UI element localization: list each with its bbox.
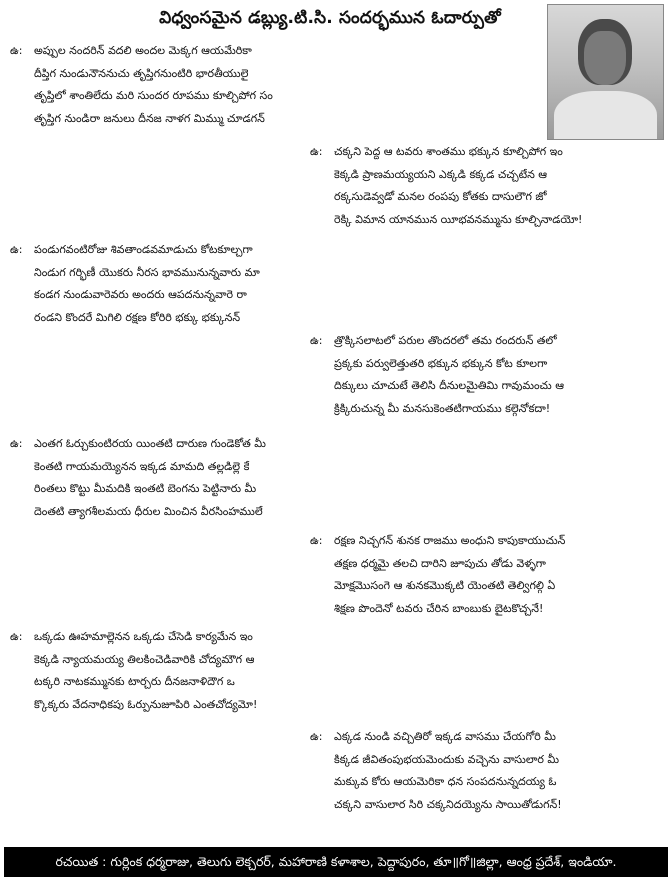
verse-line: త్రొక్కిసలాటలో పరుల తొందరలో తమ రందరున్ తలో (334, 334, 557, 347)
verse-line: దెంతటి త్యాగశీలమయ ధీరుల మించిన వీరసింహములే (34, 504, 263, 518)
verse-line: రింతలు కొట్టు మీమదికి ఇంతటి బెంగను పెట్టినారు మీ (34, 482, 257, 495)
verse-line: చక్కని వాసులార సిరి చక్కనిదయ్యెను సాయితోడుగన్! (334, 797, 562, 811)
stanza-5 (10, 433, 266, 523)
verse-line: తృప్తిలో శాంతిలేదు మరి సుందర రూపము కూల్చిపోగ సం (34, 89, 273, 102)
verse-line: కండగ నుండువారెవరు అందరు ఆపదనున్నవారె రా (34, 288, 247, 301)
verse-line: ఎక్కడ నుండి వచ్చితిరో ఇక్కడ వాసము చేయగోరి మీ (334, 730, 556, 743)
verse-line: చక్కని పెద్ద ఆ టవరు శాంతము భక్కున కూల్చిపోగ ఇం (334, 145, 563, 158)
verse-line: ప్రక్కకు పర్వులెత్తుతరి భక్కున భక్కున కోట కూలగా (334, 356, 548, 370)
verse-line: తృప్తిగ నుండిరా జనులు దీనజ నాళగ మిమ్ము చూడగన్ (34, 111, 265, 125)
stanza-marker: ఉ: (310, 334, 323, 347)
stanza-4 (310, 330, 564, 420)
author-credit-footer: రచయిత : గుర్లింక ధర్మరాజు, తెలుగు లెక్చరర్, మహారాణి కళాశాల, పెద్దాపురం, తూ॥గో॥జిల్లా, ఆంధ్ర ప్రదేశ్, ఇండియా. (4, 847, 668, 877)
stanza-3 (10, 239, 260, 329)
stanza-2 (310, 141, 582, 231)
stanza-6 (310, 530, 565, 620)
verse-line: అప్పుల నందరిన్ వదలి అందల మెక్కగ ఆయమేరికా (34, 44, 252, 57)
verse-line: రక్కసుడెవ్వడో మనల రంపపు కోతకు దాసులౌగ జో (334, 190, 547, 203)
verse-line: మక్కువ కోరు ఆయమెరికా ధన సంపదనున్నదయ్య ఓ (334, 775, 557, 788)
verse-line: కెక్కడి ప్రాణమయ్యయని ఎక్కడి కక్కడ చచ్చటేన ఆ (334, 167, 548, 181)
verse-line: నిండుగ గర్భిణీ యొకరు నీరస భావమునున్నవారు మా (34, 265, 260, 279)
verse-line: రక్షణ నిచ్చగన్ శునక రాజము అంధుని కాపుకాయుచున్ (334, 534, 566, 547)
verse-line: రెక్కి విమాన యానమున యీభవనమ్మును కూల్చినాడయో! (334, 212, 583, 226)
verse-line: కెంతటి గాయమయ్యెనన ఇక్కడ మామది తల్లడిల్లె కే (34, 459, 250, 473)
verse-line: దీప్తిగ నుండునౌననుచు తృప్తిగనుంటిరి భారతీయులై (34, 66, 249, 80)
verse-line: క్రిక్కిరుచున్న మీ మనసుకెంతటిగాయము కల్గెనోకదా! (334, 401, 551, 415)
stanza-1 (10, 40, 273, 130)
stanza-marker: ఉ: (10, 243, 23, 256)
verse-line: మోక్షమొసంగె ఆ శునకమొక్కటి యెంతటి తెల్విగల్గి ఏ (334, 579, 556, 592)
verse-line: ఒక్కడు ఊహమాల్లెనన ఒక్కడు చేసెడి కార్యమేన ఇం (34, 630, 253, 643)
stanza-marker: ఉ: (10, 437, 23, 450)
stanza-marker: ఉ: (10, 630, 23, 643)
stanza-marker: ఉ: (310, 730, 323, 743)
verse-line: టక్కరి నాటకమ్మునకు టార్చరు దీనజనాళిదౌగ ఒ (34, 675, 235, 688)
stanza-marker: ఉ: (310, 534, 323, 547)
verse-line: కెక్కడి న్యాయమయ్య తిలకించెడివారికి చోద్యమౌగ ఆ (34, 652, 255, 666)
verse-line: ఎంతగ ఓర్చుకుంటిరయ యింతటి దారుణ గుండెకోత మీ (34, 437, 266, 450)
poem-title: విధ్వంసమైన డబ్ల్యు.టి.సి. సందర్భమున ఓదార్పుతో (159, 8, 501, 28)
verse-line: దిక్కులు చూచుటే తెలిసి దీనులమైతిమి గావుమంచు ఆ (334, 379, 564, 392)
author-photo (547, 4, 664, 140)
verse-line: క్కొక్కరు వేదనాధికపు ఓర్పునుజూపిరి ఎంతచోద్యమో! (34, 697, 258, 711)
verse-line: తక్షణ ధర్మమై తలచి దారిని జూపుచు తోడు వెళ్ళగా (334, 556, 546, 570)
stanza-marker: ఉ: (10, 44, 23, 57)
verse-line: పండుగవంటిరోజు శివతాండవమాడుచు కోటకూల్చగా (34, 243, 253, 256)
verse-line: శిక్షణ పొందెనో టవరు చేరిన బాంబుకు బైటకొచ్చనే! (334, 601, 544, 615)
verse-line: రండని కొందరే మిగిలి రక్షణ కోరిరి భక్కు భక్కునన్ (34, 310, 241, 324)
stanza-marker: ఉ: (310, 145, 323, 158)
stanza-7 (10, 626, 257, 716)
stanza-8 (310, 726, 562, 816)
verse-line: కిక్కడ జీవితంపుభయమెందుకు వచ్చెను వాసులార మీ (334, 752, 559, 766)
